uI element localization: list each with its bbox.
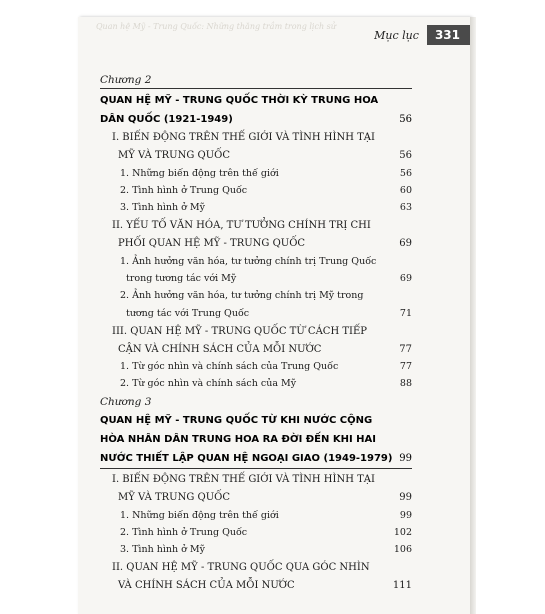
toc-page: 77 xyxy=(399,344,412,355)
toc-entry: II. YẾU TỐ VĂN HÓA, TƯ TƯỞNG CHÍNH TRỊ CHI xyxy=(112,220,371,231)
chapter-rule xyxy=(100,468,412,469)
header-page-number: 331 xyxy=(427,25,470,45)
toc-page: 60 xyxy=(399,185,412,196)
toc-page: 102 xyxy=(393,527,412,538)
toc-page: 69 xyxy=(399,273,412,284)
toc-entry-text: 1. Từ góc nhìn và chính sách của Trung Quốc xyxy=(120,361,339,372)
toc-entry xyxy=(126,273,412,284)
toc-entry-text: CẬN VÀ CHÍNH SÁCH CỦA MỖI NƯỚC xyxy=(118,344,322,355)
toc-entry xyxy=(118,580,412,591)
toc-entry: III. QUAN HỆ MỸ - TRUNG QUỐC TỪ CÁCH TIẾP xyxy=(112,326,367,337)
running-header-text: Quan hệ Mỹ - Trung Quốc: Những thăng trầm trong lịch sử xyxy=(96,22,336,31)
toc-entry-text: VÀ CHÍNH SÁCH CỦA MỖI NƯỚC xyxy=(118,580,295,591)
toc-entry: I. BIẾN ĐỘNG TRÊN THẾ GIỚI VÀ TÌNH HÌNH TẠI xyxy=(112,474,375,485)
chapter-page: 56 xyxy=(399,114,412,125)
toc-entry: II. QUAN HỆ MỸ - TRUNG QUỐC QUA GÓC NHÌN xyxy=(112,562,370,573)
toc-entry-text: tương tác với Trung Quốc xyxy=(126,308,250,319)
toc-entry-text: 3. Tình hình ở Mỹ xyxy=(120,544,205,555)
page-header xyxy=(300,24,470,46)
toc-entry xyxy=(118,492,412,503)
toc-entry-text: MỸ VÀ TRUNG QUỐC xyxy=(118,492,230,503)
chapter-title-line xyxy=(100,114,412,125)
toc-entry: I. BIẾN ĐỘNG TRÊN THẾ GIỚI VÀ TÌNH HÌNH TẠI xyxy=(112,132,375,143)
toc-page: 69 xyxy=(399,238,412,249)
chapter-title-line xyxy=(100,453,412,464)
chapter-label: Chương 2 xyxy=(100,74,152,86)
toc-entry-text: PHỐI QUAN HỆ MỸ - TRUNG QUỐC xyxy=(118,238,306,249)
toc-page: 111 xyxy=(392,580,412,591)
toc-entry-text: 2. Tình hình ở Trung Quốc xyxy=(120,185,248,196)
toc-entry xyxy=(118,344,412,355)
chapter-label: Chương 3 xyxy=(100,396,152,408)
toc-entry xyxy=(120,361,412,372)
toc-entry xyxy=(120,168,412,179)
toc-entry xyxy=(126,308,412,319)
toc-entry-text: 2. Tình hình ở Trung Quốc xyxy=(120,527,248,538)
toc-entry: 2. Ảnh hưởng văn hóa, tư tưởng chính trị Mỹ trong xyxy=(120,290,364,301)
toc-entry xyxy=(120,185,412,196)
toc-entry xyxy=(118,150,412,161)
chapter-title-text: NƯỚC THIẾT LẬP QUAN HỆ NGOẠI GIAO (1949-1979) xyxy=(100,453,393,464)
chapter-page: 99 xyxy=(399,453,412,464)
toc-entry-text: 2. Từ góc nhìn và chính sách của Mỹ xyxy=(120,378,297,389)
toc-page: 99 xyxy=(399,492,412,503)
toc-page: 56 xyxy=(399,168,412,179)
chapter-title-line: QUAN HỆ MỸ - TRUNG QUỐC THỜI KỲ TRUNG HOA xyxy=(100,95,379,106)
toc-entry-text: 1. Những biến động trên thế giới xyxy=(120,168,279,179)
toc-page: 106 xyxy=(393,544,412,555)
chapter-title-line: HÒA NHÂN DÂN TRUNG HOA RA ĐỜI ĐẾN KHI HAI xyxy=(100,434,377,445)
chapter-title-line: QUAN HỆ MỸ - TRUNG QUỐC TỪ KHI NƯỚC CỘNG xyxy=(100,415,373,426)
toc-entry-text: trong tương tác với Mỹ xyxy=(126,273,237,284)
toc-page: 71 xyxy=(399,308,412,319)
chapter-rule xyxy=(100,88,412,89)
toc-page: 63 xyxy=(399,202,412,213)
toc-entry xyxy=(118,238,412,249)
toc-entry xyxy=(120,202,412,213)
toc-entry xyxy=(120,544,412,555)
toc-page: 77 xyxy=(399,361,412,372)
toc-entry-text: 1. Những biến động trên thế giới xyxy=(120,510,279,521)
toc-entry xyxy=(120,378,412,389)
toc-entry xyxy=(120,510,412,521)
toc-page: 88 xyxy=(399,378,412,389)
toc-page: 56 xyxy=(399,150,412,161)
chapter-title-text: DÂN QUỐC (1921-1949) xyxy=(100,114,233,125)
toc-entry xyxy=(120,527,412,538)
toc-entry-text: MỸ VÀ TRUNG QUỐC xyxy=(118,150,230,161)
header-title: Mục lục xyxy=(374,28,419,42)
page-edge xyxy=(470,17,476,614)
toc-entry-text: 3. Tình hình ở Mỹ xyxy=(120,202,205,213)
toc-entry: 1. Ảnh hưởng văn hóa, tư tưởng chính trị Trung Quốc xyxy=(120,256,377,267)
toc-page: 99 xyxy=(399,510,412,521)
